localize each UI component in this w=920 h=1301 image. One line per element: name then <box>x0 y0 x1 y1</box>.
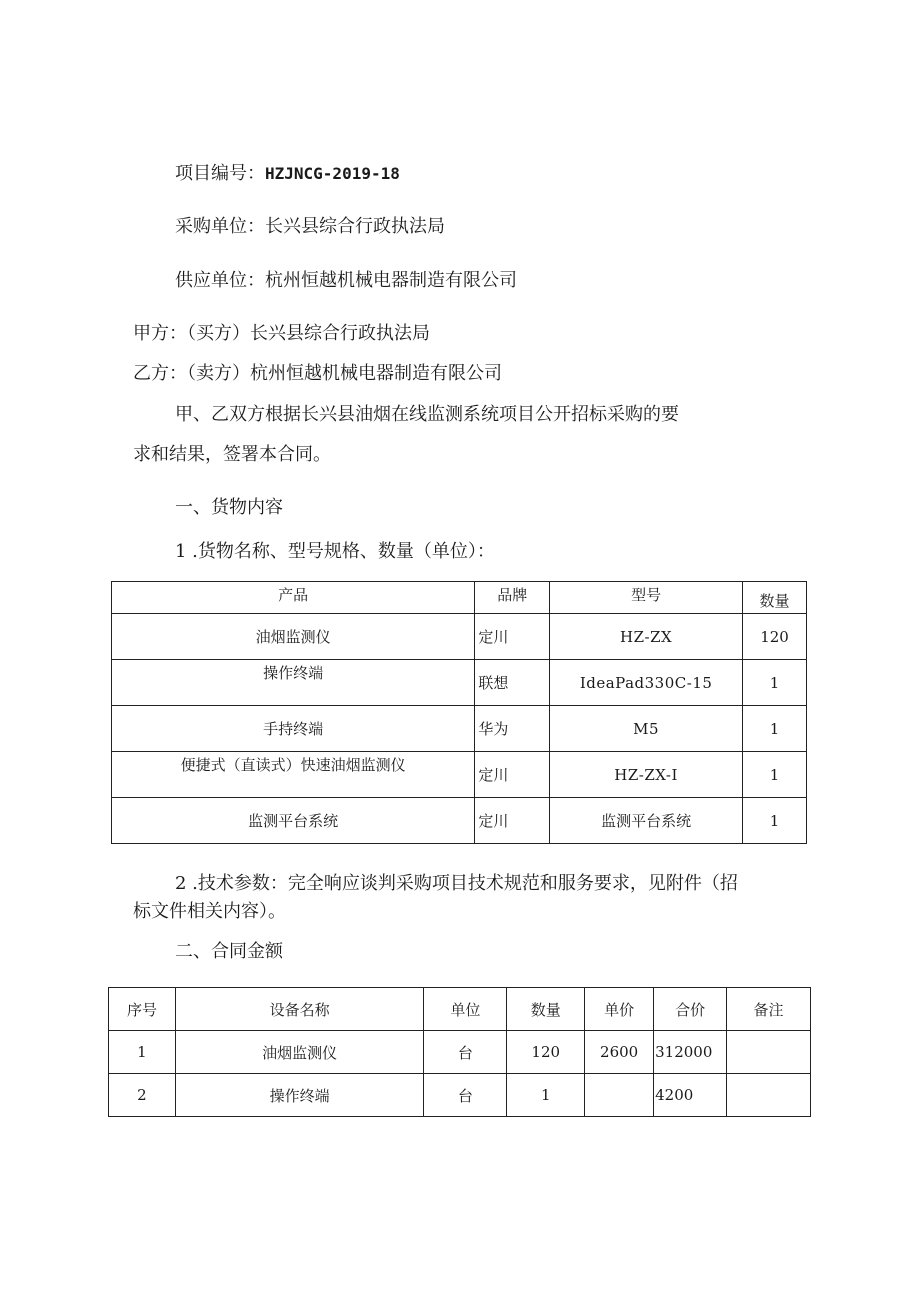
amount-cell-total: 4200 <box>654 1074 727 1117</box>
intro-line-2: 求和结果，签署本合同。 <box>133 444 331 465</box>
amount-header-remark: 备注 <box>727 988 811 1031</box>
project-number-label: 项目编号： <box>175 163 265 184</box>
amount-cell-remark <box>727 1074 811 1117</box>
amount-header-quantity: 数量 <box>507 988 585 1031</box>
goods-cell-quantity: 1 <box>743 706 807 752</box>
goods-cell-product: 油烟监测仪 <box>112 614 475 660</box>
goods-cell-product: 手持终端 <box>112 706 475 752</box>
supplier-line: 供应单位：杭州恒越机械电器制造有限公司 <box>175 270 517 291</box>
amount-cell-quantity: 1 <box>507 1074 585 1117</box>
goods-cell-product: 监测平台系统 <box>112 798 475 844</box>
amount-table <box>108 987 811 1117</box>
goods-cell-product: 便捷式（直读式）快速油烟监测仪 <box>112 752 475 798</box>
amount-cell-name: 油烟监测仪 <box>175 1031 424 1074</box>
goods-cell-brand: 定川 <box>475 798 550 844</box>
amount-table-header <box>109 988 811 1031</box>
goods-cell-quantity: 120 <box>743 614 807 660</box>
purchaser-line: 采购单位：长兴县综合行政执法局 <box>175 216 445 237</box>
amount-cell-unit: 台 <box>424 1031 507 1074</box>
table-row <box>112 798 807 844</box>
amount-cell-unit-price: 2600 <box>585 1031 654 1074</box>
amount-cell-name: 操作终端 <box>175 1074 424 1117</box>
party-a-line: 甲方：（买方）长兴县综合行政执法局 <box>133 323 430 344</box>
goods-cell-brand: 华为 <box>475 706 550 752</box>
project-number-value: HZJNCG-2019-18 <box>265 164 400 183</box>
goods-cell-product: 操作终端 <box>112 660 475 706</box>
goods-cell-quantity: 1 <box>743 752 807 798</box>
amount-header-unit: 单位 <box>424 988 507 1031</box>
amount-header-total: 合价 <box>654 988 727 1031</box>
goods-cell-model: 监测平台系统 <box>550 798 743 844</box>
table-row <box>112 660 807 706</box>
amount-cell-unit: 台 <box>424 1074 507 1117</box>
goods-cell-model: IdeaPad330C-15 <box>550 660 743 706</box>
goods-header-model: 型号 <box>550 582 743 614</box>
amount-cell-index: 2 <box>109 1074 176 1117</box>
goods-header-brand: 品牌 <box>475 582 550 614</box>
tech-params-line-2: 标文件相关内容）。 <box>133 901 286 922</box>
goods-header-product: 产品 <box>112 582 475 614</box>
amount-header-unit-price: 单价 <box>585 988 654 1031</box>
goods-cell-brand: 定川 <box>475 752 550 798</box>
goods-table-header <box>112 582 807 614</box>
goods-cell-quantity: 1 <box>743 660 807 706</box>
table-row <box>109 1031 811 1074</box>
goods-cell-brand: 定川 <box>475 614 550 660</box>
table-row <box>112 614 807 660</box>
goods-cell-quantity: 1 <box>743 798 807 844</box>
table-row <box>109 1074 811 1117</box>
intro-line-1: 甲、乙双方根据长兴县油烟在线监测系统项目公开招标采购的要 <box>175 404 679 425</box>
goods-header-quantity: 数量 <box>743 582 807 614</box>
section1-subtitle: 1 .货物名称、型号规格、数量（单位）： <box>175 541 495 562</box>
project-number-line <box>175 162 400 186</box>
amount-cell-unit-price <box>585 1074 654 1117</box>
tech-params-line-1: 2 .技术参数：完全响应谈判采购项目技术规范和服务要求，见附件（招 <box>175 873 738 894</box>
amount-cell-remark <box>727 1031 811 1074</box>
party-b-line: 乙方：（卖方）杭州恒越机械电器制造有限公司 <box>133 363 502 384</box>
goods-table <box>111 581 807 844</box>
section1-title: 一、货物内容 <box>175 497 283 518</box>
goods-cell-model: HZ-ZX-I <box>550 752 743 798</box>
amount-cell-total: 312000 <box>654 1031 727 1074</box>
amount-cell-quantity: 120 <box>507 1031 585 1074</box>
section2-title: 二、合同金额 <box>175 941 283 962</box>
amount-header-index: 序号 <box>109 988 176 1031</box>
amount-header-name: 设备名称 <box>175 988 424 1031</box>
goods-cell-brand: 联想 <box>475 660 550 706</box>
table-row <box>112 706 807 752</box>
goods-cell-model: HZ-ZX <box>550 614 743 660</box>
amount-cell-index: 1 <box>109 1031 176 1074</box>
goods-cell-model: M5 <box>550 706 743 752</box>
table-row <box>112 752 807 798</box>
